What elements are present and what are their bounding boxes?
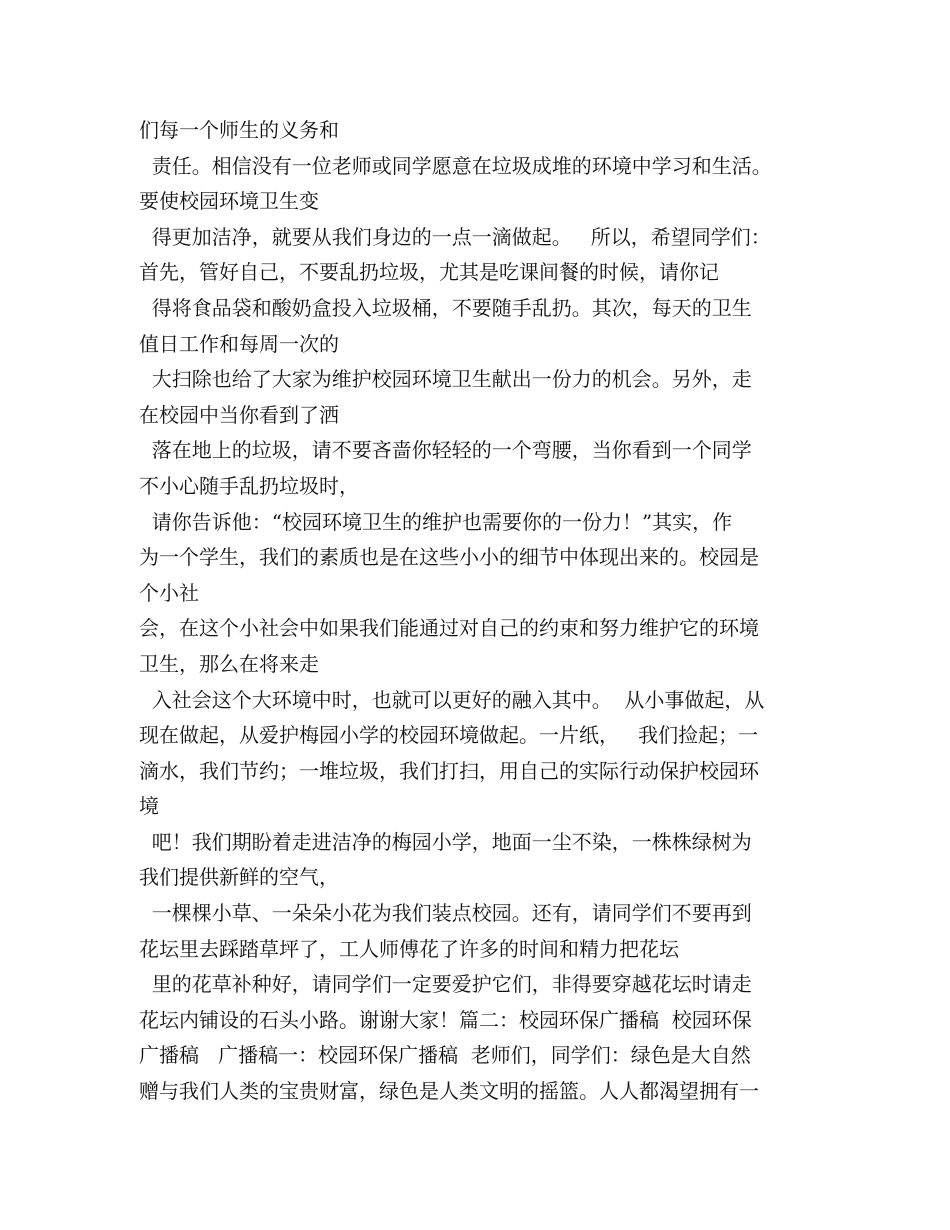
text-line: 得将食品袋和酸奶盒投入垃圾桶，不要随手乱扔。其次，每天的卫生: [139, 295, 752, 320]
body-text: [139, 113, 829, 1110]
text-line: 得更加洁净，就要从我们身边的一点一滴做起。 所以，希望同学们：: [139, 224, 771, 249]
text-line: 们每一个师生的义务和: [139, 118, 339, 142]
text-line: 个小社: [139, 580, 199, 605]
text-line: 滴水，我们节约；一堆垃圾，我们打扫，用自己的实际行动保护校园环: [139, 758, 759, 783]
text-line: 吧！我们期盼着走进洁净的梅园小学，地面一尘不染，一株株绿树为: [139, 829, 752, 854]
text-line: 入社会这个大环境中时，也就可以更好的融入其中。 从小事做起，从: [139, 687, 765, 712]
text-line: 花坛里去踩踏草坪了，工人师傅花了许多的时间和精力把花坛: [139, 936, 679, 961]
text-line: 请你告诉他：“校园环境卫生的维护也需要你的一份力！”其实，作: [139, 509, 733, 534]
text-line: 花坛内铺设的石头小路。谢谢大家！篇二：校园环保广播稿 校园环保: [139, 1007, 752, 1032]
text-line: 责任。相信没有一位老师或同学愿意在垃圾成堆的环境中学习和生活。: [139, 153, 772, 178]
text-line: 卫生，那么在将来走: [139, 651, 319, 676]
text-line: 落在地上的垃圾，请不要吝啬你轻轻的一个弯腰，当你看到一个同学: [139, 438, 752, 463]
text-line: 在校园中当你看到了洒: [139, 402, 339, 427]
text-line: 我们提供新鲜的空气，: [139, 865, 339, 890]
text-line: 一棵棵小草、一朵朵小花为我们装点校园。还有，请同学们不要再到: [139, 901, 752, 926]
text-line: 首先，管好自己，不要乱扔垃圾，尤其是吃课间餐的时候，请你记: [139, 260, 719, 285]
text-line: 赠与我们人类的宝贵财富，绿色是人类文明的摇篮。人人都渴望拥有一: [139, 1079, 759, 1104]
text-line: 会，在这个小社会中如果我们能通过对自己的约束和努力维护它的环境: [139, 616, 759, 641]
text-line: 要使校园环境卫生变: [139, 189, 319, 214]
text-line: 大扫除也给了大家为维护校园环境卫生献出一份力的机会。另外，走: [139, 367, 752, 392]
text-line: 境: [139, 794, 159, 819]
text-line: 不小心随手乱扔垃圾时，: [139, 473, 359, 498]
text-line: 里的花草补种好，请同学们一定要爱护它们，非得要穿越花坛时请走: [139, 972, 752, 997]
text-line: 广播稿 广播稿一：校园环保广播稿 老师们，同学们：绿色是大自然: [139, 1043, 751, 1068]
text-line: 为一个学生，我们的素质也是在这些小小的细节中体现出来的。校园是: [139, 545, 759, 570]
text-line: 值日工作和每周一次的: [139, 331, 339, 356]
text-line: 现在做起，从爱护梅园小学的校园环境做起。一片纸， 我们捡起；一: [139, 723, 759, 748]
